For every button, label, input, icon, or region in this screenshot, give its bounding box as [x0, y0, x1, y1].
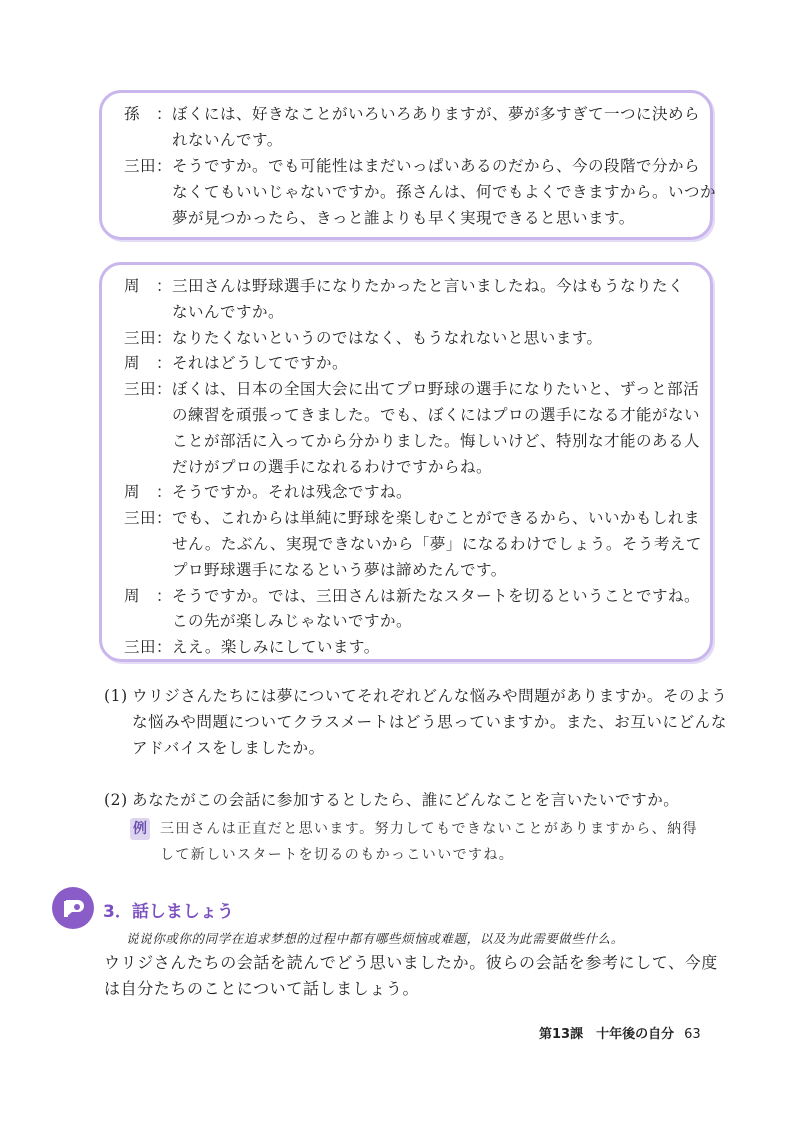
- example-badge: 例: [130, 818, 150, 840]
- dialogue-speaker: 孫 ：: [124, 105, 173, 123]
- dialogue-speaker: 周 ：: [124, 354, 173, 373]
- dialogue-text: そうですか。でも可能性はまだいっぱいあるのだから、今の段階で分から: [172, 157, 701, 175]
- dialogue-speaker: 三田：: [124, 638, 173, 657]
- dialogue-text: ないんですか。: [172, 302, 285, 321]
- dialogue-text: れないんです。: [172, 131, 283, 149]
- dialogue-speaker: 周 ：: [124, 277, 173, 295]
- dialogue-speaker: 三田：: [124, 509, 173, 528]
- example-line-1: 三田さんは正直だと思います。努力してもできないことがありますから、納得: [160, 821, 698, 837]
- dialogue-speaker: 周 ：: [124, 586, 173, 605]
- example-line-2: して新しいスタートを切るのもかっこいいですね。: [160, 847, 515, 863]
- dialogue-text: この先が楽しみじゃないですか。: [172, 612, 413, 631]
- lesson-title: 第13課 十年後の自分: [539, 1027, 675, 1042]
- question-1-line-1: ウリジさんたちには夢についてそれぞれどんな悩みや問題がありますか。そのよう: [132, 687, 728, 705]
- section-body-line-2: は自分たちのことについて話しましょう。: [104, 979, 420, 998]
- section-chinese-note: 说说你或你的同学在追求梦想的过程中都有哪些烦恼或难题，以及为此需要做些什么。: [126, 931, 624, 946]
- dialogue-speaker: 三田：: [124, 380, 173, 399]
- dialogue-text: ことが部活に入ってから分かりました。悔しいけど、特別な才能のある人: [172, 431, 701, 450]
- dialogue-text: そうですか。では、三田さんは新たなスタートを切るということですね。: [172, 586, 701, 605]
- page-footer: [539, 1023, 701, 1042]
- dialogue-text: なりたくないというのではなく、もうなれないと思います。: [172, 328, 603, 347]
- section-title: 3．話しましょう: [103, 902, 234, 922]
- dialogue-text: の練習を頑張ってきました。でも、ぼくにはプロの選手になる才能がない: [172, 406, 701, 424]
- dialogue-text: なくてもいいじゃないですか。孫さんは、何でもよくできますから。いつか: [172, 183, 717, 201]
- speech-bubble-icon: [52, 887, 94, 929]
- dialogue-speaker: 周 ：: [124, 483, 173, 502]
- dialogue-text: せん。たぶん、実現できないから「夢」になるわけでしょう。そう考えて: [172, 535, 702, 553]
- dialogue-text: でも、これからは単純に野球を楽しむことができるから、いいかもしれま: [172, 509, 701, 528]
- dialogue-text: ええ。楽しみにしています。: [172, 638, 380, 657]
- page-number: 63: [684, 1027, 701, 1042]
- question-2-line: あなたがこの会話に参加するとしたら、誰にどんなことを言いたいですか。: [132, 791, 680, 809]
- dialogue-text: プロ野球選手になるという夢は諦めたんです。: [172, 560, 507, 579]
- dialogue-text: 夢が見つかったら、きっと誰よりも早く実現できると思います。: [172, 209, 635, 227]
- dialogue-text: だけがプロの選手になれるわけですからね。: [172, 457, 493, 476]
- dialogue-text: ぼくは、日本の全国大会に出てプロ野球の選手になりたいと、ずっと部活: [172, 380, 700, 399]
- dialogue-text: それはどうしてですか。: [172, 354, 349, 373]
- dialogue-speaker: 三田：: [124, 157, 173, 175]
- section-body-line-1: ウリジさんたちの会話を読んでどう思いましたか。彼らの会話を参考にして、今度: [104, 953, 718, 972]
- dialogue-text: ぼくには、好きなことがいろいろありますが、夢が多すぎて一つに決めら: [172, 105, 701, 123]
- dialogue-text: 三田さんは野球選手になりたかったと言いましたね。今はもうなりたく: [172, 277, 685, 295]
- question-1-number: (1): [104, 687, 128, 705]
- question-2-number: (2): [104, 791, 128, 809]
- question-1-line-3: アドバイスをしましたか。: [132, 739, 325, 757]
- question-1-line-2: な悩みや問題についてクラスメートはどう思っていますか。また、お互いにどんな: [132, 713, 727, 731]
- dialogue-speaker: 三田：: [124, 328, 173, 347]
- dialogue-text: そうですか。それは残念ですね。: [172, 483, 413, 502]
